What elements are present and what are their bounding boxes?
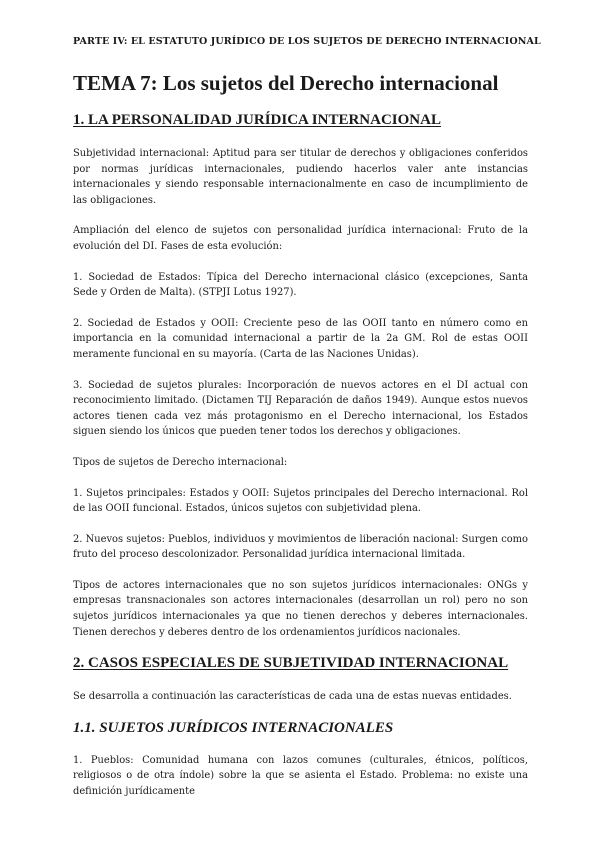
section-1-title: 1. LA PERSONALIDAD JURÍDICA INTERNACIONAL [73, 112, 441, 128]
paragraph-nuevos-sujetos: 2. Nuevos sujetos: Pueblos, individuos y movimientos de liberación nacional: Surgen como fruto del proceso descolonizador. Personalidad jurídica internacional limitada. [73, 533, 528, 561]
part-header: PARTE IV: EL ESTATUTO JURÍDICO DE LOS SUJETOS DE DERECHO INTERNACIONAL [73, 36, 541, 47]
paragraph-fase-3: 3. Sociedad de sujetos plurales: Incorporación de nuevos actores en el DI actual con reconocimiento limitado. (Dictamen TIJ Reparación de daños 1949). Aunque estos nuevos actores tienen cada vez más protagonismo en el Derecho internacional, los Estados siguen siendo los únicos que pueden tener todos los derechos y obligaciones. [73, 379, 528, 438]
paragraph-pueblos: 1. Pueblos: Comunidad humana con lazos comunes (culturales, étnicos, políticos, religiosos o de otra índole) sobre la que se asienta el Estado. Problema: no existe una definición jurídicamente [73, 754, 528, 798]
paragraph-fase-2: 2. Sociedad de Estados y OOII: Creciente peso de las OOII tanto en número como en importancia en la comunidad internacional a partir de la 2a GM. Rol de estas OOII meramente funcional en su mayoría. (Carta de las Naciones Unidas). [73, 317, 528, 360]
tema-title: TEMA 7: Los sujetos del Derecho internacional [73, 71, 499, 95]
paragraph-section-2-intro: Se desarrolla a continuación las características de cada una de estas nuevas entidades. [73, 691, 512, 703]
subsection-title: 1.1. SUJETOS JURÍDICOS INTERNACIONALES [73, 719, 394, 736]
paragraph-subjetividad: Subjetividad internacional: Aptitud para ser titular de derechos y obligaciones conferidos por normas jurídicas internacionales, pudiendo hacerlos valer ante instancias internacionales y siendo responsable internacionalmente en caso de incumplimiento de las obligaciones. [73, 148, 528, 206]
section-2-title: 2. CASOS ESPECIALES DE SUBJETIVIDAD INTERNACIONAL [73, 655, 509, 672]
paragraph-fase-1: 1. Sociedad de Estados: Típica del Derecho internacional clásico (excepciones, Santa Sede y Orden de Malta). (STPJI Lotus 1927). [73, 271, 528, 299]
paragraph-ampliacion: Ampliación del elenco de sujetos con personalidad jurídica internacional: Fruto de la evolución del DI. Fases de esta evolución: [73, 225, 528, 252]
paragraph-tipos-sujetos: Tipos de sujetos de Derecho internacional: [73, 456, 288, 468]
paragraph-actores-no-sujetos: Tipos de actores internacionales que no son sujetos jurídicos internacionales: ONGs y empresas transnacionales son actores internacionales (desarrollan un rol) pero no son sujetos jurídicos internacionales ya que no tienen derechos y deberes internacionales. Tienen derechos y deberes dentro de los ordenamientos jurídicos nacionales. [73, 579, 528, 638]
paragraph-sujetos-principales: 1. Sujetos principales: Estados y OOII: Sujetos principales del Derecho internacional. Rol de las OOII funcional. Estados, únicos sujetos con subjetividad plena. [73, 487, 528, 515]
